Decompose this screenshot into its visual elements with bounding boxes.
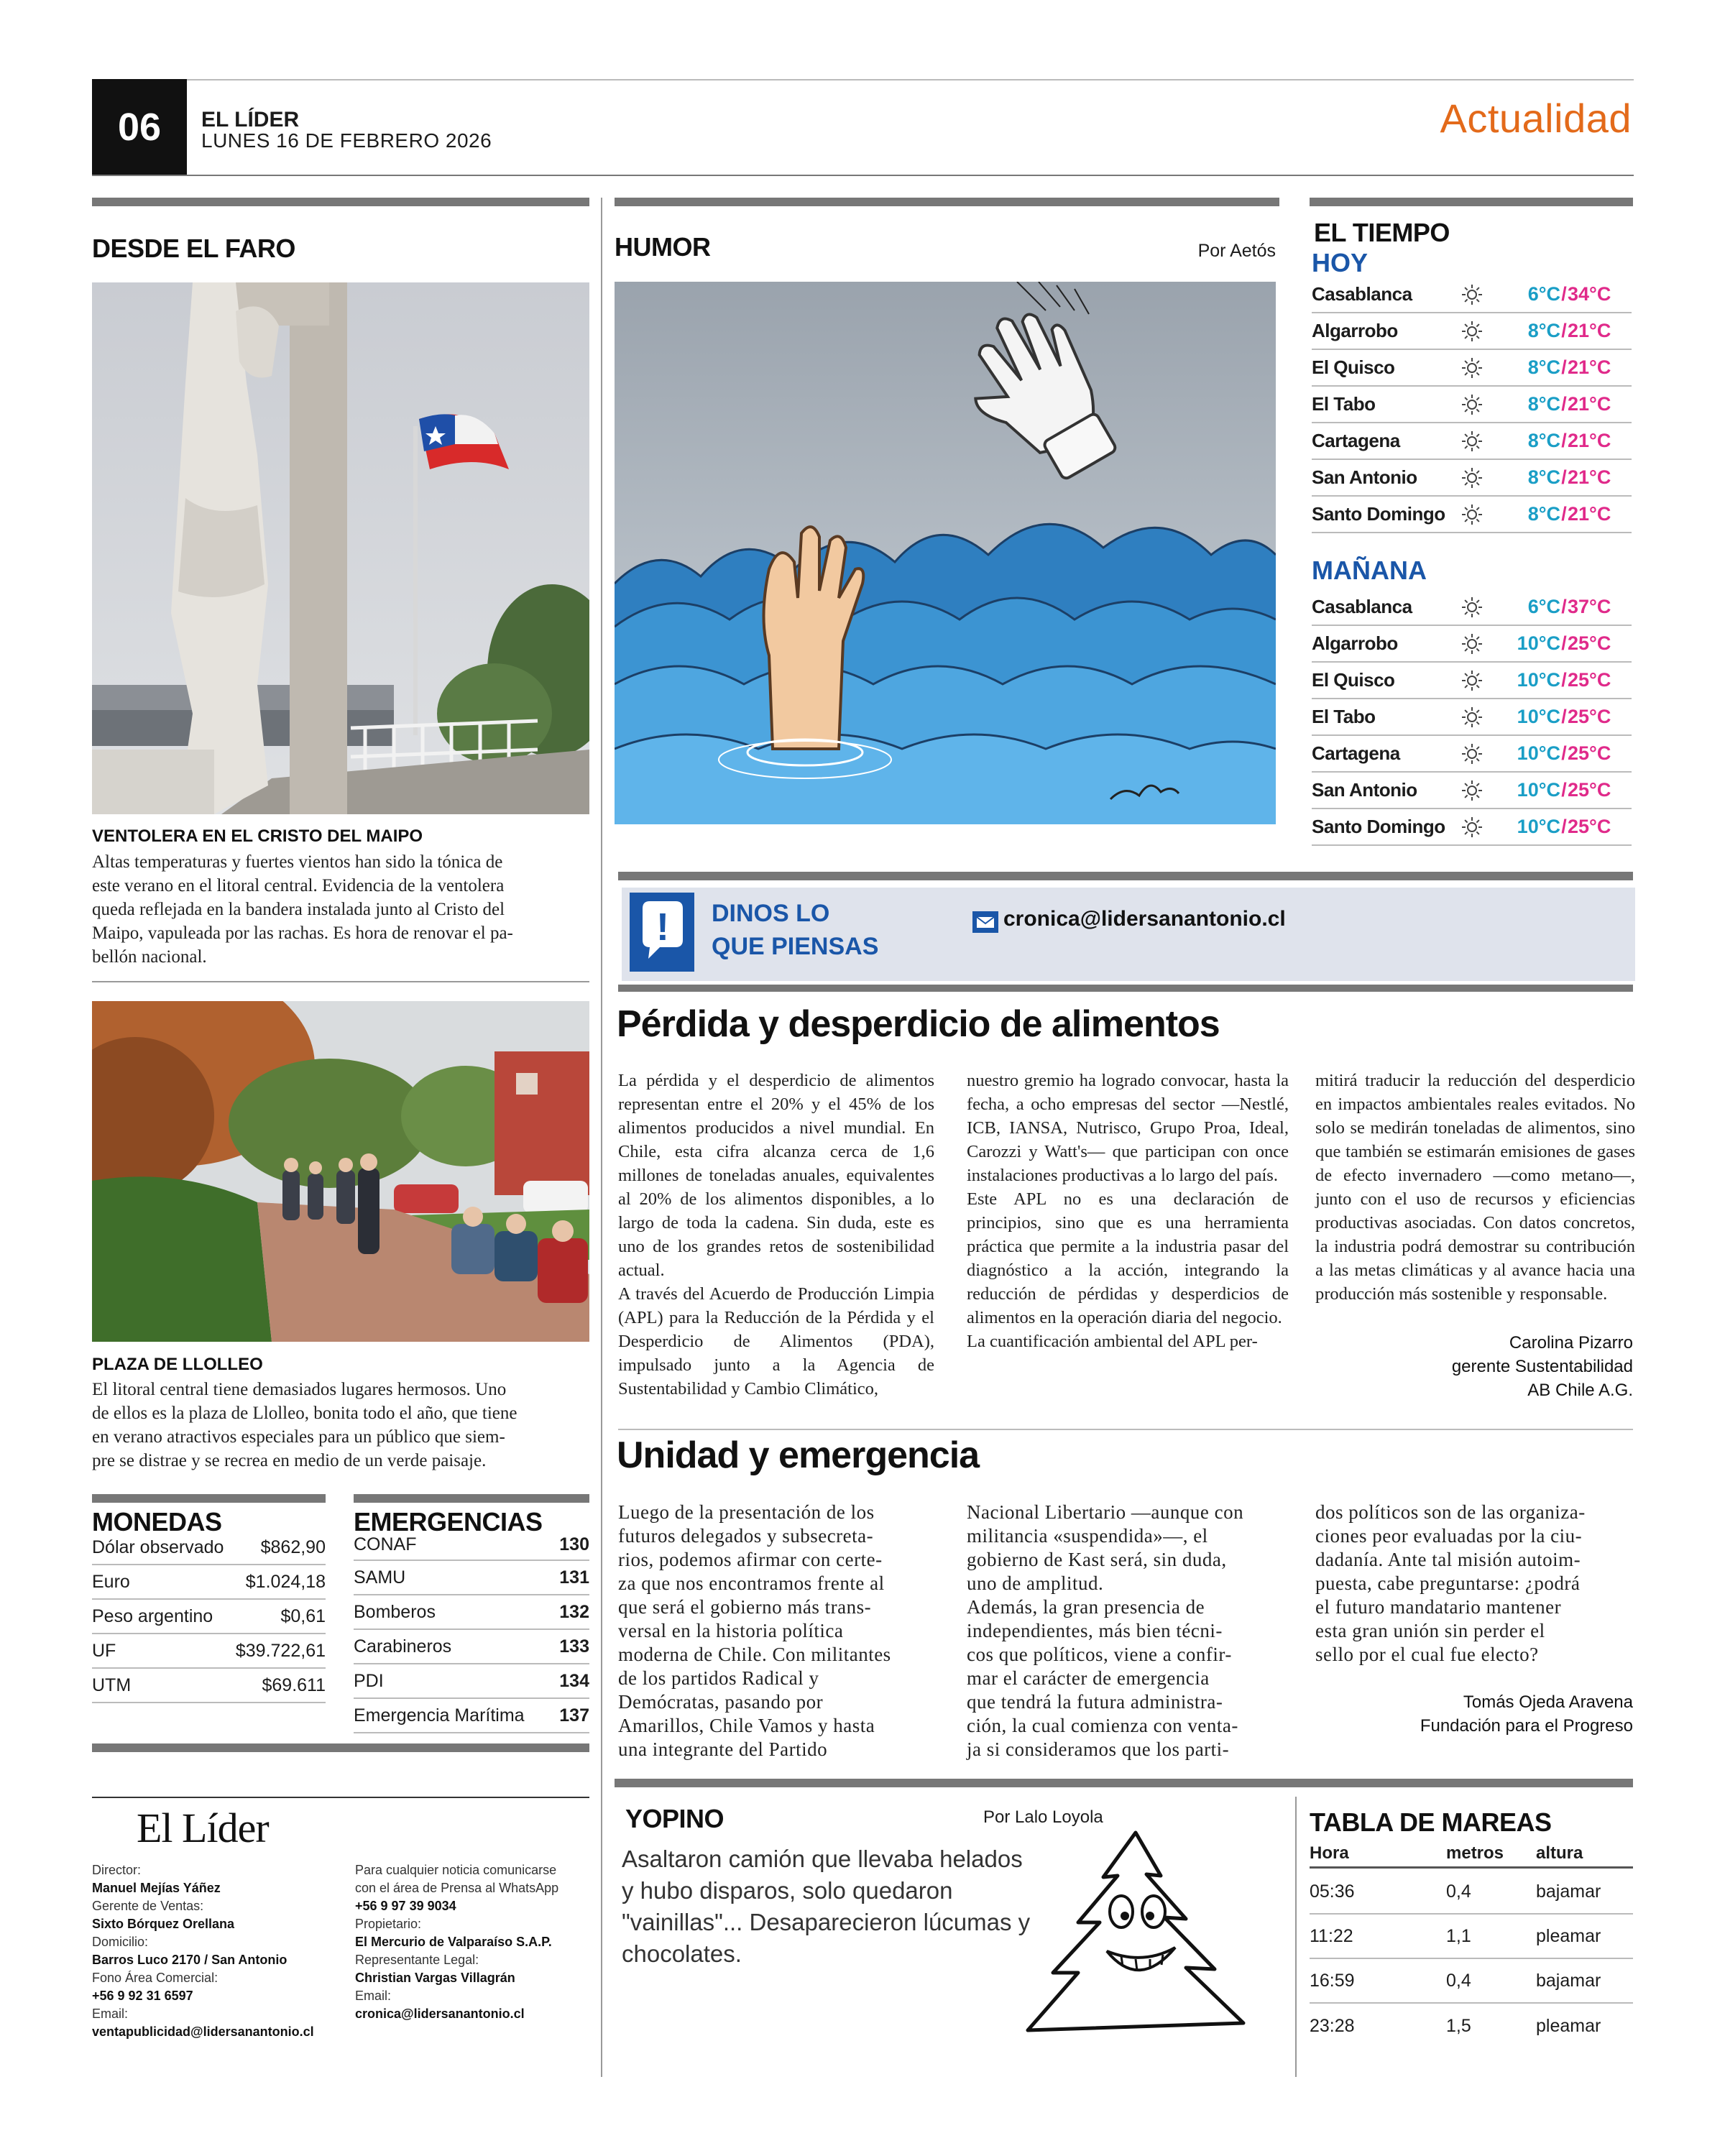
tide-altura: bajamar [1536,1970,1601,1991]
ficha-label: Director: [92,1863,142,1877]
paragraph: nuestro gremio ha logrado convocar, hasta la fecha, a ocho empresas del sector —Nestlé, ICB, IANSA, Nutrisco, Grupo Proa, Ideal, Carozzi y Watt's— que participan con once instalaciones productivas a lo largo del país. [967,1071,1289,1185]
weather-city: El Tabo [1312,706,1376,727]
photo-cristo-del-maipo [92,282,589,814]
weather-title: EL TIEMPO [1314,218,1450,247]
weather-min: 10°C [1517,669,1560,691]
ficha-value-text: Sixto Bórquez Orellana [92,1917,235,1931]
weather-min: 8°C [1527,356,1560,378]
article2-col1 [618,1501,960,1761]
weather-row [1312,387,1632,423]
author-role: gerente Sustentabilidad [1451,1357,1633,1376]
weather-separator: / [1561,632,1567,654]
emergencia-name: Emergencia Marítima [354,1705,525,1726]
weather-max: 21°C [1568,393,1611,415]
weather-max: 21°C [1568,430,1611,451]
tide-altura: pleamar [1536,2015,1601,2036]
weather-city: Casablanca [1312,596,1412,617]
emergencia-name: CONAF [354,1534,417,1554]
weather-max: 25°C [1568,779,1611,801]
caption-line: El litoral central tiene demasiados lugares hermosos. Uno [92,1380,507,1399]
photo-plaza-de-llolleo [92,1001,589,1342]
tide-metros: 0,4 [1446,1970,1471,1991]
moneda-row [92,1531,326,1565]
articles-divider [618,1429,1633,1430]
dinos-line: DINOS LO [712,900,830,927]
weather-separator: / [1561,466,1567,488]
ficha-value [355,1969,592,1987]
article2-col2 [967,1501,1308,1761]
weather-tomorrow-label: MAÑANA [1312,556,1427,585]
article-line: Amarillos, Chile Vamos y hasta [618,1715,875,1736]
weather-row [1312,589,1632,626]
weather-row [1312,663,1632,699]
photo2-caption-title: PLAZA DE LLOLLEO [92,1355,263,1374]
article-line: Luego de la presentación de los [618,1501,875,1523]
emergencias-title: EMERGENCIAS [354,1507,543,1537]
weather-row [1312,699,1632,736]
weather-separator: / [1561,816,1567,837]
weather-min: 8°C [1527,466,1560,488]
ficha-value-text: +56 9 92 31 6597 [92,1989,193,2003]
weather-max: 25°C [1568,669,1611,691]
article2-headline: Unidad y emergencia [617,1434,980,1476]
article-line: dos políticos son de las organiza- [1315,1501,1586,1523]
photo1-caption [92,850,595,969]
ficha-label: Representante Legal: [355,1953,479,1967]
article1-signature [1317,1331,1633,1402]
weather-city: Santo Domingo [1312,816,1445,837]
paragraph: La cuantificación ambiental del APL per- [967,1332,1258,1351]
article-line: Demócratas, pasando por [618,1691,824,1713]
article-line: ja si consideramos que los parti- [967,1738,1230,1760]
weather-max: 25°C [1568,632,1611,654]
ficha-label: Gerente de Ventas: [92,1899,204,1913]
weather-min: 10°C [1517,779,1560,801]
weather-separator: / [1561,320,1567,341]
sun-icon [1452,596,1492,618]
article-line: que será el gobierno más trans- [618,1596,872,1618]
article-line: de los partidos Radical y [618,1667,819,1689]
article-line: el futuro mandatario mantener [1315,1596,1562,1618]
emergencia-name: Carabineros [354,1636,452,1657]
weather-row [1312,773,1632,809]
article2-signature [1317,1690,1633,1738]
dinos-top-bar [618,872,1633,880]
emergencia-number: 131 [559,1567,589,1588]
speech-bubble-exclamation-icon [630,893,694,975]
tide-metros: 1,1 [1446,1925,1471,1946]
weather-city: Cartagena [1312,742,1400,764]
ficha-value-text: Christian Vargas Villagrán [355,1971,515,1985]
caption-line: en verano atractivos especiales para un público que siem- [92,1427,505,1447]
faro-section-title: DESDE EL FARO [92,234,295,263]
article-line: esta gran unión sin perder el [1315,1620,1545,1641]
dinos-bottom-bar [618,985,1633,992]
emergencia-number: 137 [559,1705,589,1726]
photo2-caption [92,1378,595,1473]
ficha-value-text: Barros Luco 2170 / San Antonio [92,1953,288,1967]
article-line: cos que políticos, viene a confir- [967,1644,1232,1665]
column-divider-bottom-right [1295,1797,1297,2077]
caption-line: este verano en el litoral central. Evidencia de la ventolera [92,876,505,895]
article-line: gobierno de Kast será, sin duda, [967,1549,1227,1570]
weather-city: Casablanca [1312,283,1412,305]
humor-title: HUMOR [615,232,711,262]
monedas-top-bar [92,1494,326,1503]
ficha-value-text: Manuel Mejías Yáñez [92,1881,221,1895]
ficha-value-text: cronica@lidersanantonio.cl [355,2007,525,2021]
moneda-name: UTM [92,1674,132,1695]
ficha-value [92,1987,329,2005]
weather-min: 10°C [1517,742,1560,764]
emergencia-number: 134 [559,1670,589,1691]
weather-separator: / [1561,669,1567,691]
humor-cartoon [615,282,1276,824]
sun-icon [1452,394,1492,415]
emergencia-row [354,1630,589,1664]
caption-line: pre se distrae y se recrea en medio de un verde paisaje. [92,1451,487,1470]
emergencia-row [354,1699,589,1733]
ficha-label: Email: [355,1989,392,2003]
weather-row [1312,626,1632,663]
tide-hora: 16:59 [1310,1970,1355,1991]
sun-icon [1452,706,1492,728]
weather-city: Santo Domingo [1312,503,1445,525]
yopino-pine-cartoon [1013,1825,1258,2041]
weather-city: San Antonio [1312,466,1417,488]
section-title: Actualidad [1440,96,1632,141]
weather-separator: / [1561,430,1567,451]
emergencia-row [354,1529,589,1561]
tide-hora: 11:22 [1310,1925,1353,1946]
weather-min: 8°C [1527,430,1560,451]
faro-divider [92,981,589,982]
yopino-title: YOPINO [625,1804,724,1833]
brand-logo: El Líder [137,1805,269,1851]
weather-today-label: HOY [1312,248,1368,277]
weather-city: San Antonio [1312,779,1417,801]
paragraph: Este APL no es una declaración de principios, sino que es una herramienta práctica que permite a la industria pasar del diagnóstico a la acción, integrando la reducción de pérdidas y desperdicios de alimentos en la operación diaria del negocio. [967,1189,1289,1327]
weather-min: 10°C [1517,706,1560,727]
moneda-value: $69.611 [262,1674,326,1695]
ficha-value-text: El Mercurio de Valparaíso S.A.P. [355,1935,552,1949]
faro-top-bar [92,198,589,206]
author-name: Carolina Pizarro [1509,1333,1633,1353]
sun-icon [1452,321,1492,342]
weather-min: 6°C [1527,283,1560,305]
article-line: rios, podemos afirmar con certe- [618,1549,883,1570]
header-bottom-rule [92,175,1634,176]
mareas-header-metros: metros [1446,1843,1504,1863]
weather-city: Algarrobo [1312,320,1398,341]
moneda-name: Peso argentino [92,1606,213,1626]
moneda-row [92,1600,326,1634]
moneda-row [92,1669,326,1703]
weather-row [1312,313,1632,350]
weather-separator: / [1561,779,1567,801]
article1-col3 [1315,1069,1635,1306]
moneda-value: $862,90 [260,1537,326,1557]
paragraph: mitirá traducir la reducción del desperdicio en impactos ambientales reales evitados. No solo se medirán toneladas de alimentos, sino que también se estimarán emisiones de gases de efecto invernadero —como metano—, junto con el uso de recursos y eficiencias productivas asociadas. Con datos concretos, la industria podrá demostrar su contribución a las metas climáticas y al avance hacia una producción más sostenible y responsable. [1315,1071,1635,1304]
weather-row [1312,277,1632,313]
tide-row [1310,1870,1633,1915]
article-line: sello por el cual fue electo? [1315,1644,1539,1665]
weather-city: Cartagena [1312,430,1400,451]
weather-min: 6°C [1527,596,1560,617]
weather-row [1312,350,1632,387]
paragraph: La pérdida y el desperdicio de alimentos representan entre el 20% y el 45% de los alimentos producidos a nivel mundial. En Chile, esta cifra alcanza cerca de 1,6 millones de toneladas anuales, equivalentes al 20% de los alimentos disponibles, a lo largo de toda la cadena. Sin duda, este es uno de los grandes retos de sostenibilidad actual. [618,1071,934,1280]
author-org: AB Chile A.G. [1527,1381,1633,1400]
ficha-right [355,1861,592,2023]
ficha-value [92,1915,329,1933]
emergencia-row [354,1664,589,1699]
weather-separator: / [1561,356,1567,378]
weather-top-bar [1310,198,1633,206]
emergencia-number: 130 [559,1534,589,1554]
tables-bottom-bar [92,1743,589,1752]
article-line: independientes, más bien técni- [967,1620,1223,1641]
article-line: que tendrá la futura administra- [967,1691,1223,1713]
tide-row [1310,2004,1633,2048]
article1-headline: Pérdida y desperdicio de alimentos [617,1003,1220,1045]
article2-col3 [1315,1501,1635,1667]
weather-max: 21°C [1568,466,1611,488]
article-line: dadanía. Ante tal misión autoim- [1315,1549,1581,1570]
sun-icon [1452,743,1492,765]
photo1-caption-title: VENTOLERA EN EL CRISTO DEL MAIPO [92,826,423,846]
ficha-left [92,1861,329,2041]
mareas-title: TABLA DE MAREAS [1310,1807,1552,1837]
sun-icon [1452,430,1492,452]
article-line: za que nos encontramos frente al [618,1572,885,1594]
emergencia-row [354,1561,589,1595]
weather-city: El Quisco [1312,356,1395,378]
yopino-text: Asaltaron camión que llevaba helados y hubo disparos, solo quedaron "vainillas"... Desaparecieron lúcumas y chocolates. [622,1846,1031,1967]
ficha-label: Fono Área Comercial: [92,1971,218,1985]
dinos-line: QUE PIENSAS [712,933,879,960]
ficha-value-text: ventapublicidad@lidersanantonio.cl [92,2024,314,2039]
tide-metros: 0,4 [1446,1881,1471,1902]
tide-hora: 23:28 [1310,2015,1355,2036]
weather-city: El Quisco [1312,669,1395,691]
weather-row [1312,809,1632,846]
mareas-header-hora: Hora [1310,1843,1349,1863]
moneda-value: $39.722,61 [235,1640,326,1661]
caption-line: de ellos es la plaza de Llolleo, bonita todo el año, que tiene [92,1404,518,1423]
exclamation-glyph: ! [656,906,669,949]
weather-max: 37°C [1568,596,1611,617]
weather-max: 21°C [1568,503,1611,525]
ficha-top-rule [92,1797,589,1798]
ficha-value [355,2005,592,2023]
moneda-value: $0,61 [280,1606,326,1626]
caption-line: queda reflejada en la bandera instalada junto al Cristo del [92,900,505,919]
article-line: moderna de Chile. Con militantes [618,1644,891,1665]
weather-separator: / [1561,393,1567,415]
article-line: ciones peor evaluadas por la ciu- [1315,1525,1583,1547]
weather-city: El Tabo [1312,393,1376,415]
ficha-label: Propietario: [355,1917,422,1931]
article-line: militancia «suspendida»—, el [967,1525,1208,1547]
moneda-name: Dólar observado [92,1537,224,1557]
article1-col1 [618,1069,934,1401]
column-divider-left [601,198,602,2077]
weather-max: 25°C [1568,706,1611,727]
tide-row [1310,1915,1633,1959]
ficha-label: Email: [92,2007,129,2021]
moneda-row [92,1565,326,1600]
sun-icon [1452,633,1492,655]
emergencia-row [354,1595,589,1630]
article1-col2 [967,1069,1289,1353]
moneda-name: UF [92,1640,116,1661]
sun-icon [1452,467,1492,489]
weather-separator: / [1561,283,1567,305]
caption-line: Altas temperaturas y fuertes vientos han sido la tónica de [92,852,503,872]
paragraph: A través del Acuerdo de Producción Limpia (APL) para la Reducción de la Pérdida y el Desperdicio de Alimentos (PDA), impulsado junto a la Agencia de Sustentabilidad y Cambio Climático, [618,1284,934,1399]
tide-altura: bajamar [1536,1881,1601,1902]
weather-max: 21°C [1568,356,1611,378]
emergencia-number: 132 [559,1601,589,1622]
moneda-name: Euro [92,1571,130,1592]
sun-icon [1452,780,1492,801]
sun-icon [1452,670,1492,691]
dinos-title [712,897,878,963]
sun-icon [1452,357,1492,379]
tide-altura: pleamar [1536,1925,1601,1946]
article-line: Además, la gran presencia de [967,1596,1205,1618]
yopino-byline: Por Lalo Loyola [983,1807,1103,1827]
article-line: Nacional Libertario —aunque con [967,1501,1244,1523]
weather-max: 21°C [1568,320,1611,341]
humor-byline: Por Aetós [1197,241,1276,261]
article-line: futuros delegados y subsecreta- [618,1525,874,1547]
article-line: puesta, cabe preguntarse: ¿podrá [1315,1572,1581,1594]
weather-row [1312,497,1632,533]
page-number: 06 [92,79,187,175]
sun-icon [1452,284,1492,305]
weather-row [1312,736,1632,773]
author-org: Fundación para el Progreso [1420,1716,1633,1736]
mail-icon [972,911,998,933]
article-line: ción, la cual comienza con venta- [967,1715,1238,1736]
ficha-value [92,2023,329,2041]
tide-metros: 1,5 [1446,2015,1471,2036]
sun-icon [1452,504,1492,525]
ficha-value [355,1933,592,1951]
emergencia-name: SAMU [354,1567,406,1588]
weather-separator: / [1561,503,1567,525]
weather-max: 25°C [1568,742,1611,764]
ficha-intro: Para cualquier noticia comunicarse [355,1863,557,1877]
weather-min: 8°C [1527,320,1560,341]
weather-separator: / [1561,706,1567,727]
humor-top-bar [615,198,1279,206]
weather-separator: / [1561,596,1567,617]
weather-max: 34°C [1568,283,1611,305]
moneda-row [92,1634,326,1669]
bottom-top-bar [615,1779,1633,1787]
weather-separator: / [1561,742,1567,764]
ficha-value [92,1951,329,1969]
mareas-header-row [1310,1840,1633,1869]
weather-min: 8°C [1527,503,1560,525]
emergencia-number: 133 [559,1636,589,1657]
moneda-value: $1.024,18 [245,1571,326,1592]
ficha-label: Domicilio: [92,1935,149,1949]
mareas-header-altura: altura [1536,1843,1583,1863]
article-line: versal en la historia política [618,1620,844,1641]
article-line: una integrante del Partido [618,1738,828,1760]
caption-line: Maipo, vapuleada por las rachas. Es hora de renovar el pa- [92,923,513,943]
weather-min: 8°C [1527,393,1560,415]
weather-city: Algarrobo [1312,632,1398,654]
contact-email-link[interactable]: cronica@lidersanantonio.cl [1003,907,1286,931]
weather-min: 10°C [1517,816,1560,837]
weather-max: 25°C [1568,816,1611,837]
ficha-whatsapp: +56 9 97 39 9034 [355,1899,456,1913]
emergencias-top-bar [354,1494,589,1503]
author-name: Tomás Ojeda Aravena [1463,1692,1633,1712]
ficha-value [355,1897,592,1915]
tide-hora: 05:36 [1310,1881,1355,1902]
issue-date: LUNES 16 DE FEBRERO 2026 [201,129,492,152]
weather-row [1312,460,1632,497]
emergencia-name: PDI [354,1670,384,1691]
ficha-value [92,1879,329,1897]
ficha-intro: con el área de Prensa al WhatsApp [355,1881,559,1895]
monedas-title: MONEDAS [92,1507,222,1537]
caption-line: bellón nacional. [92,947,207,967]
tide-row [1310,1959,1633,2004]
sun-icon [1452,816,1492,838]
weather-min: 10°C [1517,632,1560,654]
article-line: mar el carácter de emergencia [967,1667,1210,1689]
emergencia-name: Bomberos [354,1601,436,1622]
header-top-rule [92,79,1634,80]
weather-row [1312,423,1632,460]
newspaper-name: EL LÍDER [201,108,300,132]
article-line: uno de amplitud. [967,1572,1104,1594]
